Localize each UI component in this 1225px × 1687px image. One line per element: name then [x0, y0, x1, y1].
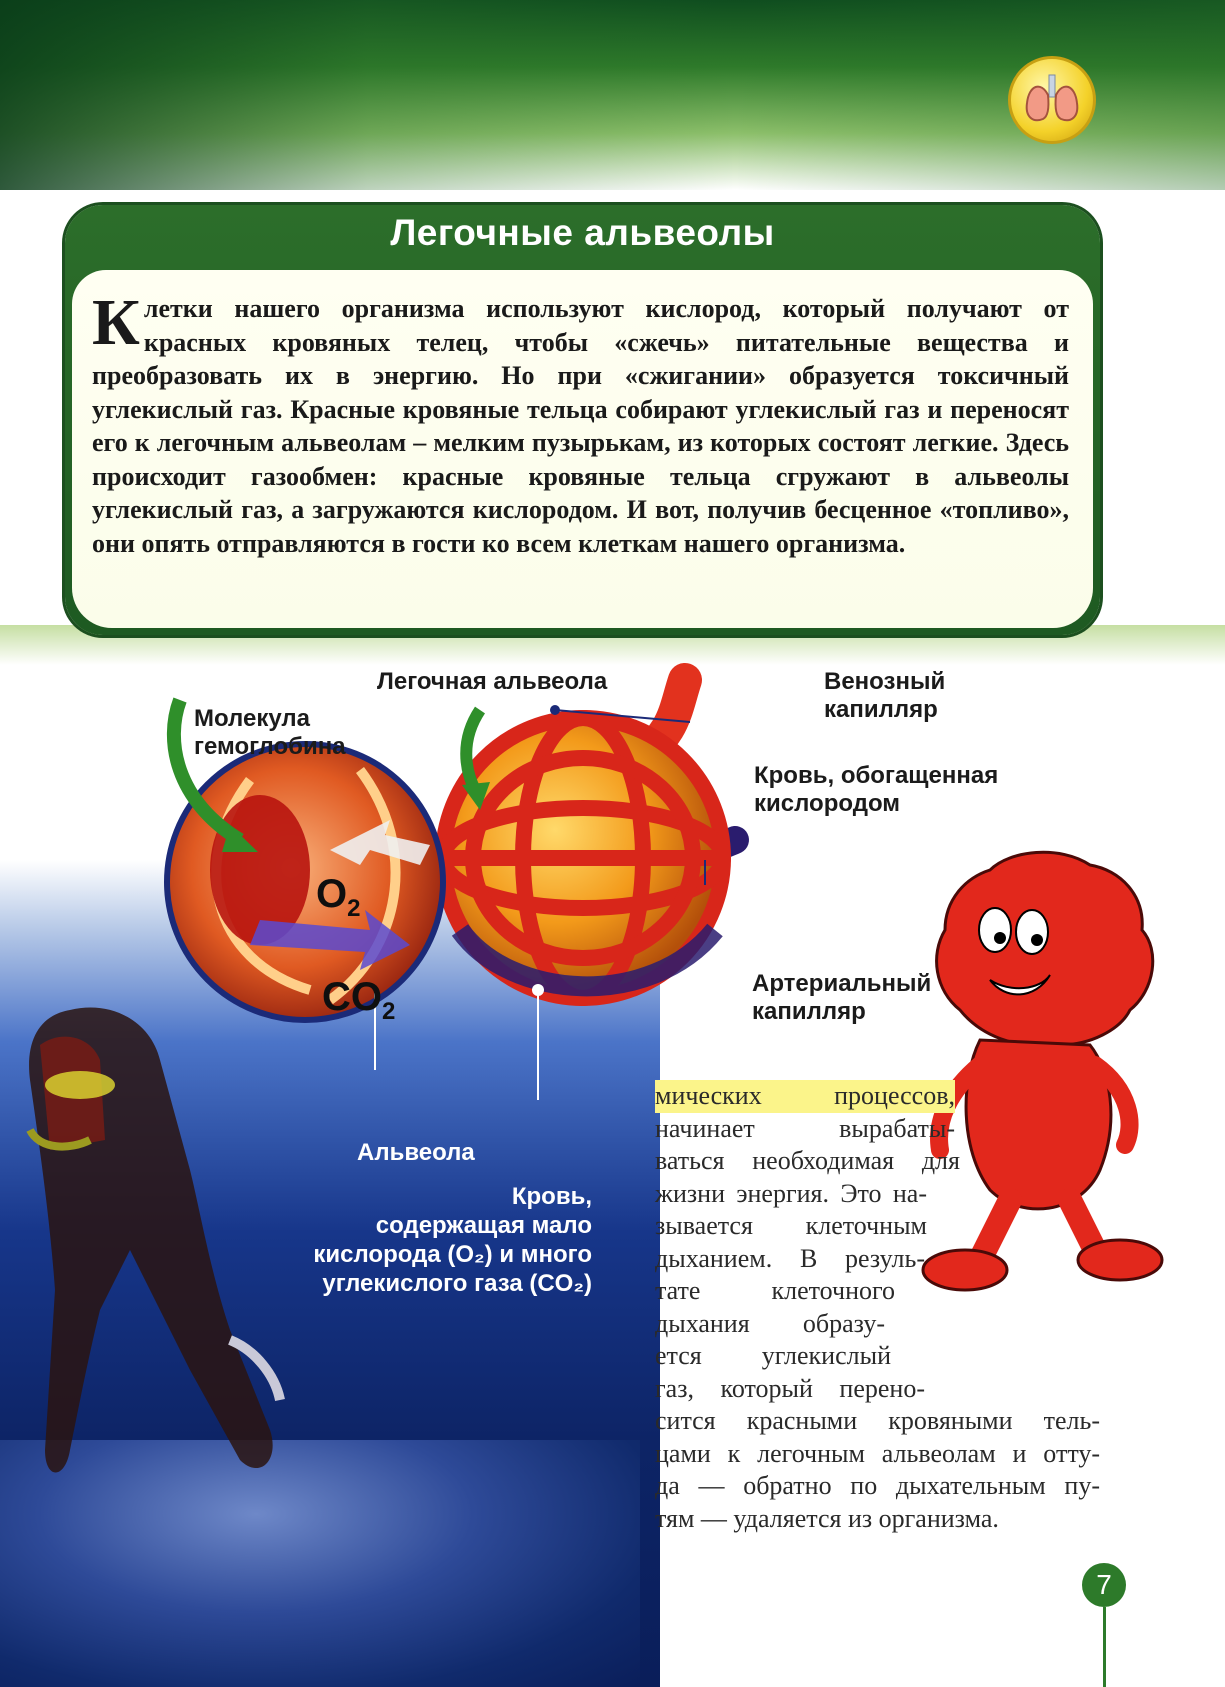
- body-line-highlighted: мических процессов,: [655, 1080, 955, 1113]
- body-line: ваться необходимая для: [655, 1146, 960, 1175]
- body-line: начинает вырабаты-: [655, 1113, 955, 1143]
- label-venous-capillary: Венозный капилляр: [824, 668, 946, 723]
- body-paragraph: [655, 1080, 1100, 1535]
- label-pulmonary-alveolus: Легочная альвеола: [377, 668, 608, 695]
- page-title: Легочные альвеолы: [390, 212, 775, 253]
- body-line: дыханием. В резуль-: [655, 1243, 925, 1273]
- intro-paragraph: [92, 286, 1070, 560]
- intro-line: летки нашего организма используют кислород, который получают от: [143, 294, 1069, 323]
- body-line: тате клеточного: [655, 1276, 895, 1305]
- body-line: газ, который перено-: [655, 1373, 925, 1403]
- lungs-badge: [1008, 56, 1096, 144]
- label-alveolus: Альвеола: [357, 1139, 475, 1166]
- intro-line: переносят его к легочным альвеолам – мелким пузырькам, из которых: [92, 394, 1070, 457]
- intro-line: красных кровяных телец, чтобы «сжечь» питательные вещества и: [143, 327, 1069, 357]
- intro-line: углекислый газ. Красные кровяные тельца собирают углекислый газ и: [92, 394, 943, 424]
- page-number: 7: [1082, 1563, 1126, 1607]
- lungs-icon: [1011, 59, 1093, 141]
- intro-line: получив бесценное «топливо», они опять отправляются в гости ко всем: [92, 495, 1069, 558]
- body-line: дыхания образу-: [655, 1308, 885, 1338]
- label-oxygen-rich-blood: Кровь, обогащенная кислородом: [754, 762, 999, 817]
- body-line: тям — удаляется из организма.: [655, 1503, 999, 1533]
- body-line: сится красными кровяными тель-: [655, 1406, 1100, 1435]
- body-line: зывается клеточным: [655, 1211, 927, 1240]
- co2-label: $CO_2$: [322, 975, 396, 1025]
- intro-line: преобразовать их в энергию. Но при «сжигании» образуется токсичный: [92, 361, 1069, 390]
- drop-cap: К: [92, 286, 140, 359]
- body-line: цами к легочным альвеолам и отту-: [655, 1438, 1100, 1468]
- intro-line: сгружают в альвеолы углекислый газ, а загружаются кислородом. И вот,: [92, 461, 1069, 524]
- intro-line: состоят легкие. Здесь происходит газообмен: красные кровяные тельца: [92, 428, 1069, 491]
- o2-label: $O_2$: [316, 872, 361, 922]
- intro-line: клеткам нашего организма.: [578, 528, 906, 558]
- label-low-oxygen-blood: Кровь, содержащая мало кислорода (O₂) и много углекислого газа (CO₂): [313, 1183, 592, 1297]
- page-number-rule: [1103, 1607, 1106, 1687]
- body-line: да — обратно по дыхательным пу-: [655, 1471, 1100, 1500]
- label-arterial-capillary: Артериальный капилляр: [752, 970, 932, 1025]
- label-hemoglobin: Молекула гемоглобина: [194, 705, 346, 760]
- body-line: ется углекислый: [655, 1341, 891, 1370]
- body-line: жизни энергия. Это на-: [655, 1178, 927, 1208]
